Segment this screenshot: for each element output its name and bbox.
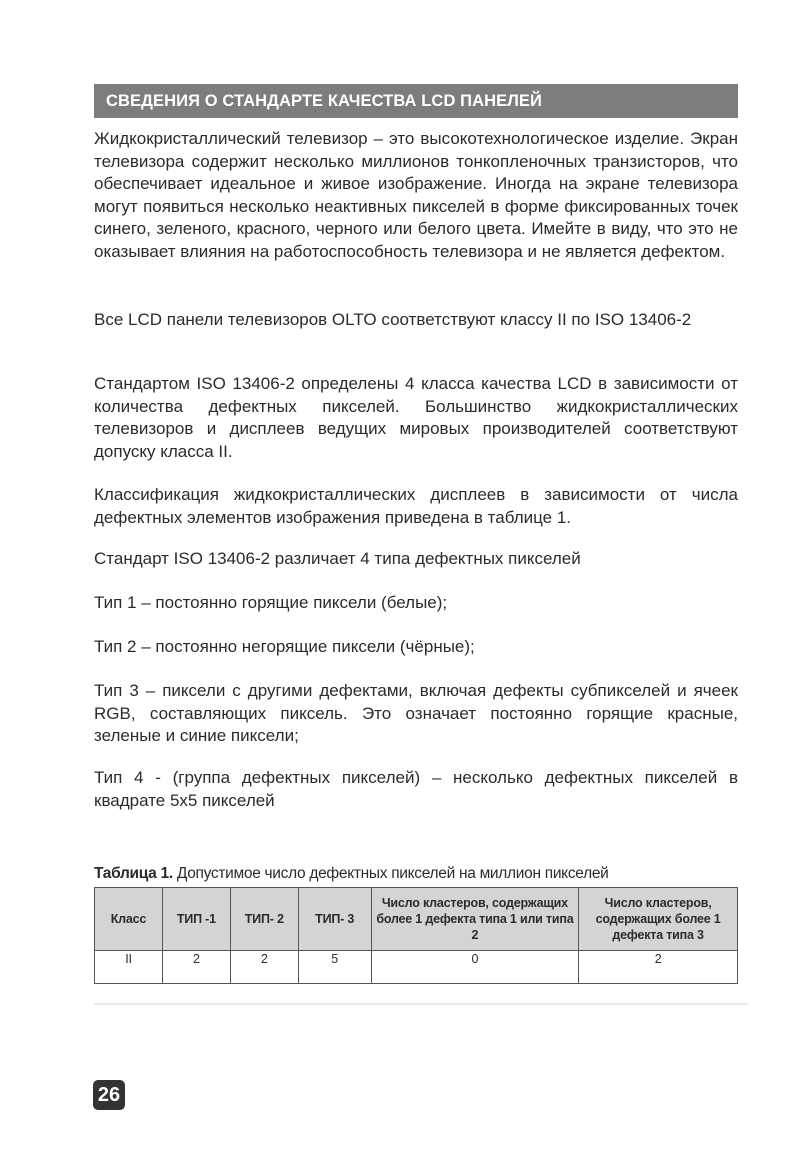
paragraph-type-3: Тип 3 – пиксели с другими дефектами, включая дефекты субпикселей и ячеек RGB, составляющих пиксель. Это означает постоянно горящие красные, зеленые и синие пиксели; [94, 681, 738, 745]
table-cell-clusters-type-1-2: 0 [371, 951, 579, 984]
table-caption-text: Допустимое число дефектных пикселей на миллион пикселей [172, 865, 609, 882]
table-cell-type-2: 2 [230, 951, 298, 984]
paragraph-iso-classes: Стандартом ISO 13406-2 определены 4 класса качества LCD в зависимости от количества дефектных пикселей. Большинство жидкокристаллических телевизоров и дисплеев ведущих мировых производителей соответствуют допуску класса II. [94, 374, 738, 461]
paragraph-olto-class: Все LCD панели телевизоров OLTO соответствуют классу II по ISO 13406-2 [94, 310, 692, 329]
table-cell-class: II [95, 951, 163, 984]
paragraph-type-4: Тип 4 - (группа дефектных пикселей) – несколько дефектных пикселей в квадрате 5x5 пикселей [94, 768, 738, 810]
table-cell-type-3: 5 [298, 951, 371, 984]
paragraph-intro: Жидкокристаллический телевизор – это высокотехнологическое изделие. Экран телевизора содержит несколько миллионов тонкопленочных транзисторов, что обеспечивает идеальное и живое изображение. Иногда на экране телевизора могут появиться несколько неактивных пикселей в форме фиксированных точек синего, зеленого, красного, черного или белого цвета. Имейте в виду, что это не оказывает влияния на работоспособность телевизора и не является дефектом. [94, 129, 738, 261]
table-header-clusters-type-1-2: Число кластеров, содержащих более 1 дефекта типа 1 или типа 2 [371, 888, 579, 951]
table-header-type-3: ТИП- 3 [298, 888, 371, 951]
page-number: 26 [93, 1080, 125, 1110]
table-header-type-1: ТИП -1 [162, 888, 230, 951]
defect-pixels-table [94, 887, 738, 984]
table-caption [94, 864, 738, 884]
table-row [95, 951, 738, 984]
paragraph-type-2: Тип 2 – постоянно негорящие пиксели (чёрные); [94, 637, 475, 656]
section-title: СВЕДЕНИЯ О СТАНДАРТЕ КАЧЕСТВА LCD ПАНЕЛЕЙ [94, 84, 738, 118]
paragraph-classification: Классификация жидкокристаллических дисплеев в зависимости от числа дефектных элементов изображения приведена в таблице 1. [94, 485, 738, 527]
table-header-clusters-type-3: Число кластеров, содержащих более 1 дефекта типа 3 [579, 888, 738, 951]
paragraph-defect-types: Стандарт ISO 13406-2 различает 4 типа дефектных пикселей [94, 549, 581, 568]
divider [94, 1003, 748, 1005]
table-header-class: Класс [95, 888, 163, 951]
table-cell-clusters-type-3: 2 [579, 951, 738, 984]
table-cell-type-1: 2 [162, 951, 230, 984]
table-caption-label: Таблица 1. [94, 865, 173, 882]
table-header-row [95, 888, 738, 951]
table-header-type-2: ТИП- 2 [230, 888, 298, 951]
paragraph-type-1: Тип 1 – постоянно горящие пиксели (белые); [94, 593, 448, 612]
